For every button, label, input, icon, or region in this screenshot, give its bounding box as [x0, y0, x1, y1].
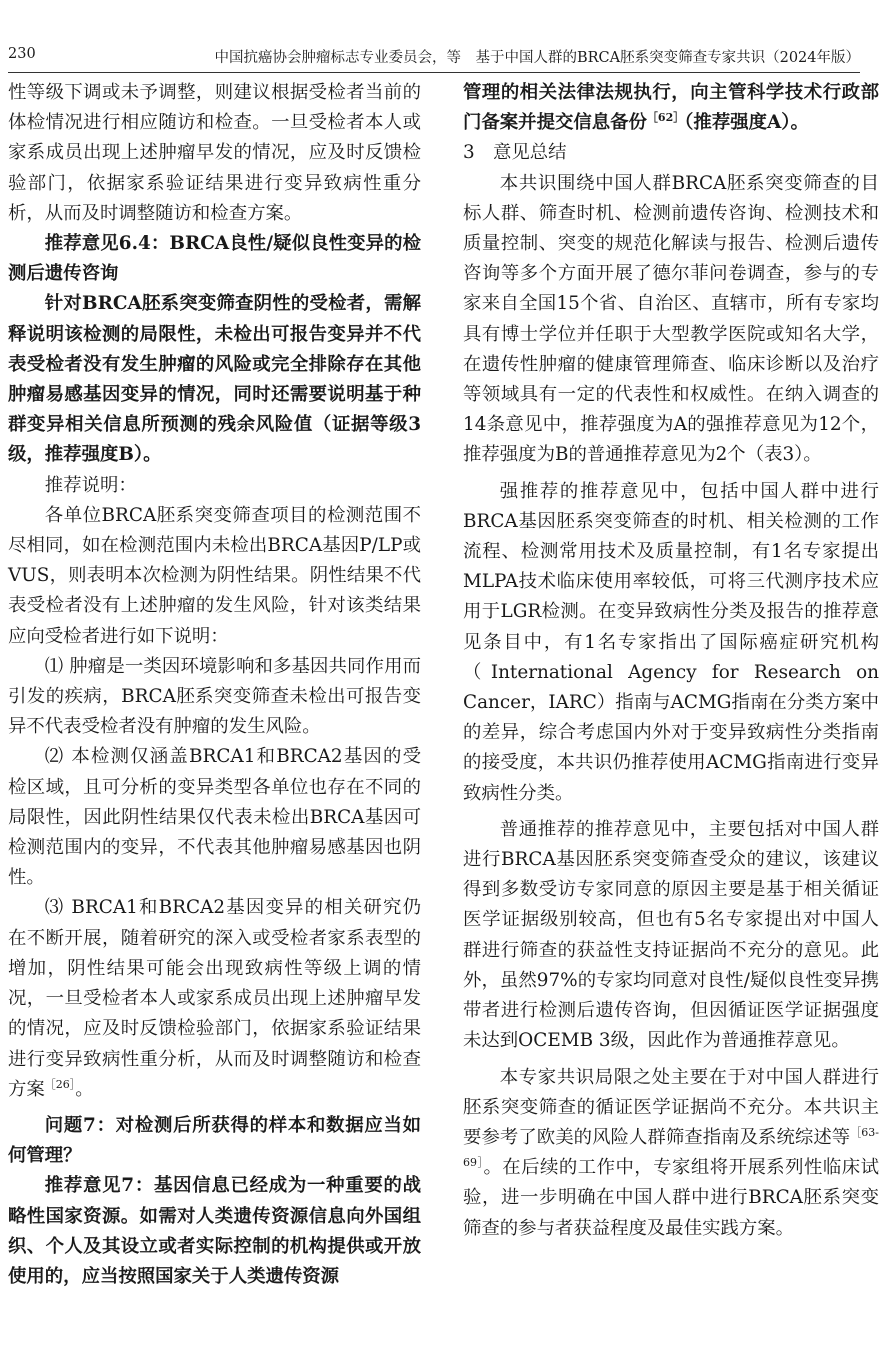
summary-paragraph-1: 本共识围绕中国人群BRCA胚系突变筛查的目标人群、筛查时机、检测前遗传咨询、检测技术和质量控制、突变的规范化解读与报告、检测后遗传咨询等多个方面开展了德尔菲问卷调查，参与的专家来自全国15个省、自治区、直辖市，所有专家均具有博士学位并任职于大型教学医院或知名大学，在遗传性肿瘤的健康管理筛查、临床诊断以及治疗等领域具有一定的代表性和权威性。在纳入调查的14条意见中，推荐强度为A的强推荐意见为12个，推荐强度为B的普通推荐意见为2个（表3）。	[463, 172, 879, 466]
summary-paragraph-4-text: 本专家共识局限之处主要在于对中国人群进行胚系突变筛查的循证医学证据尚不充分。本共识主要参考了欧美的风险人群筛查指南及系统综述等	[463, 1066, 879, 1148]
section-3-heading	[463, 138, 879, 168]
recommendation-note-label: 推荐说明：	[44, 474, 137, 496]
recommendation-7-continued	[463, 78, 879, 138]
paragraph-continued: 性等级下调或未予调整，则建议根据受检者当前的体检情况进行相应随访和检查。一旦受检者本人或家系成员出现上述肿瘤早发的情况，应及时反馈检验部门，依据家系验证结果进行变异致病性重分析，从而及时调整随访和检查方案。	[8, 82, 421, 224]
list-item-3	[8, 893, 421, 1104]
page-header	[8, 42, 860, 73]
list-item-3-end: 。	[75, 1078, 94, 1100]
right-column	[463, 78, 879, 1244]
list-item-3-text: ⑶ BRCA1和BRCA2基因变异的相关研究仍在不断开展，随着研究的深入或受检者家系表型的增加，阴性结果可能会出现致病性等级上调的情况，一旦受检者本人或家系成员出现上述肿瘤早发的情况，应及时反馈检验部门，依据家系验证结果进行变异致病性重分析，从而及时调整随访和检查方案	[8, 897, 421, 1100]
recommendation-6-4-title: 推荐意见6.4：BRCA良性/疑似良性变异的检测后遗传咨询	[8, 233, 421, 285]
recommendation-6-4-body: 针对BRCA胚系突变筛查阴性的受检者，需解释说明该检测的局限性，未检出可报告变异并不代表受检者没有发生肿瘤的风险或完全排除存在其他肿瘤易感基因变异的情况，同时还需要说明基于种群变异相关信息所预测的残余风险值（证据等级3级，推荐强度B）。	[8, 293, 421, 466]
summary-paragraph-3: 普通推荐的推荐意见中，主要包括对中国人群进行BRCA基因胚系突变筛查受众的建议，该建议得到多数受访专家同意的原因主要是基于相关循证医学证据级别较高，但也有5名专家提出对中国人群进行筛查的获益性支持证据尚不充分的意见。此外，虽然97%的专家均同意对良性/疑似良性变异携带者进行检测后遗传咨询，但因循证医学证据强度未达到OCEMB 3级，因此作为普通推荐意见。	[463, 818, 879, 1052]
citation-26[interactable]: ［26］	[44, 1077, 76, 1091]
left-column	[8, 78, 421, 1292]
recommendation-7-strength: （推荐强度A）。	[684, 112, 809, 134]
summary-paragraph-4	[463, 1063, 879, 1244]
paragraph-negative-results: 各单位BRCA胚系突变筛查项目的检测范围不尽相同，如在检测范围内未检出BRCA基因P/LP或VUS，则表明本次检测为阴性结果。阴性结果不代表受检者没有上述肿瘤的发生风险，针对该类结果应向受检者进行如下说明：	[8, 504, 421, 647]
running-title: 中国抗癌协会肿瘤标志专业委员会，等 基于中国人群的BRCA胚系突变筛查专家共识（2024年版）	[214, 50, 860, 66]
citation-62[interactable]: ［62］	[646, 111, 685, 125]
question-7: 问题7：对检测后所获得的样本和数据应当如何管理？	[8, 1114, 421, 1167]
list-item-2: ⑵ 本检测仅涵盖BRCA1和BRCA2基因的受检区域，且可分析的变异类型各单位也存在不同的局限性，因此阴性结果仅代表未检出BRCA基因可检测范围内的变异，不代表其他肿瘤易感基因也阴性。	[8, 746, 421, 889]
section-number: 3	[463, 142, 475, 164]
list-item-1: ⑴ 肿瘤是一类因环境影响和多基因共同作用而引发的疾病，BRCA胚系突变筛查未检出可报告变异不代表受检者没有肿瘤的发生风险。	[8, 655, 421, 738]
summary-paragraph-2: 强推荐的推荐意见中，包括中国人群中进行BRCA基因胚系突变筛查的时机、相关检测的工作流程、检测常用技术及质量控制，有1名专家提出MLPA技术临床使用率较低，可将三代测序技术应用于LGR检测。在变异致病性分类及报告的推荐意见条目中，有1名专家指出了国际癌症研究机构（International Agency for Research on Cancer，IARC）指南与ACMG指南在分类方案中的差异，综合考虑国内外对于变异致病性分类指南的接受度，本共识仍推荐使用ACMG指南进行变异致病性分类。	[463, 480, 879, 804]
recommendation-7-continued-text: 管理的相关法律法规执行，向主管科学技术行政部门备案并提交信息备份	[463, 82, 879, 134]
citation-63-69[interactable]: ［63-69］	[463, 1125, 879, 1170]
recommendation-7: 推荐意见7：基因信息已经成为一种重要的战略性国家资源。如需对人类遗传资源信息向外国组织、个人及其设立或者实际控制的机构提供或开放使用的，应当按照国家关于人类遗传资源	[8, 1175, 421, 1287]
page-number: 230	[8, 46, 36, 62]
section-title: 意见总结	[493, 142, 567, 164]
summary-paragraph-4-end: 。在后续的工作中，专家组将开展系列性临床试验，进一步明确在中国人群中进行BRCA胚系突变筛查的参与者获益程度及最佳实践方案。	[463, 1157, 879, 1239]
